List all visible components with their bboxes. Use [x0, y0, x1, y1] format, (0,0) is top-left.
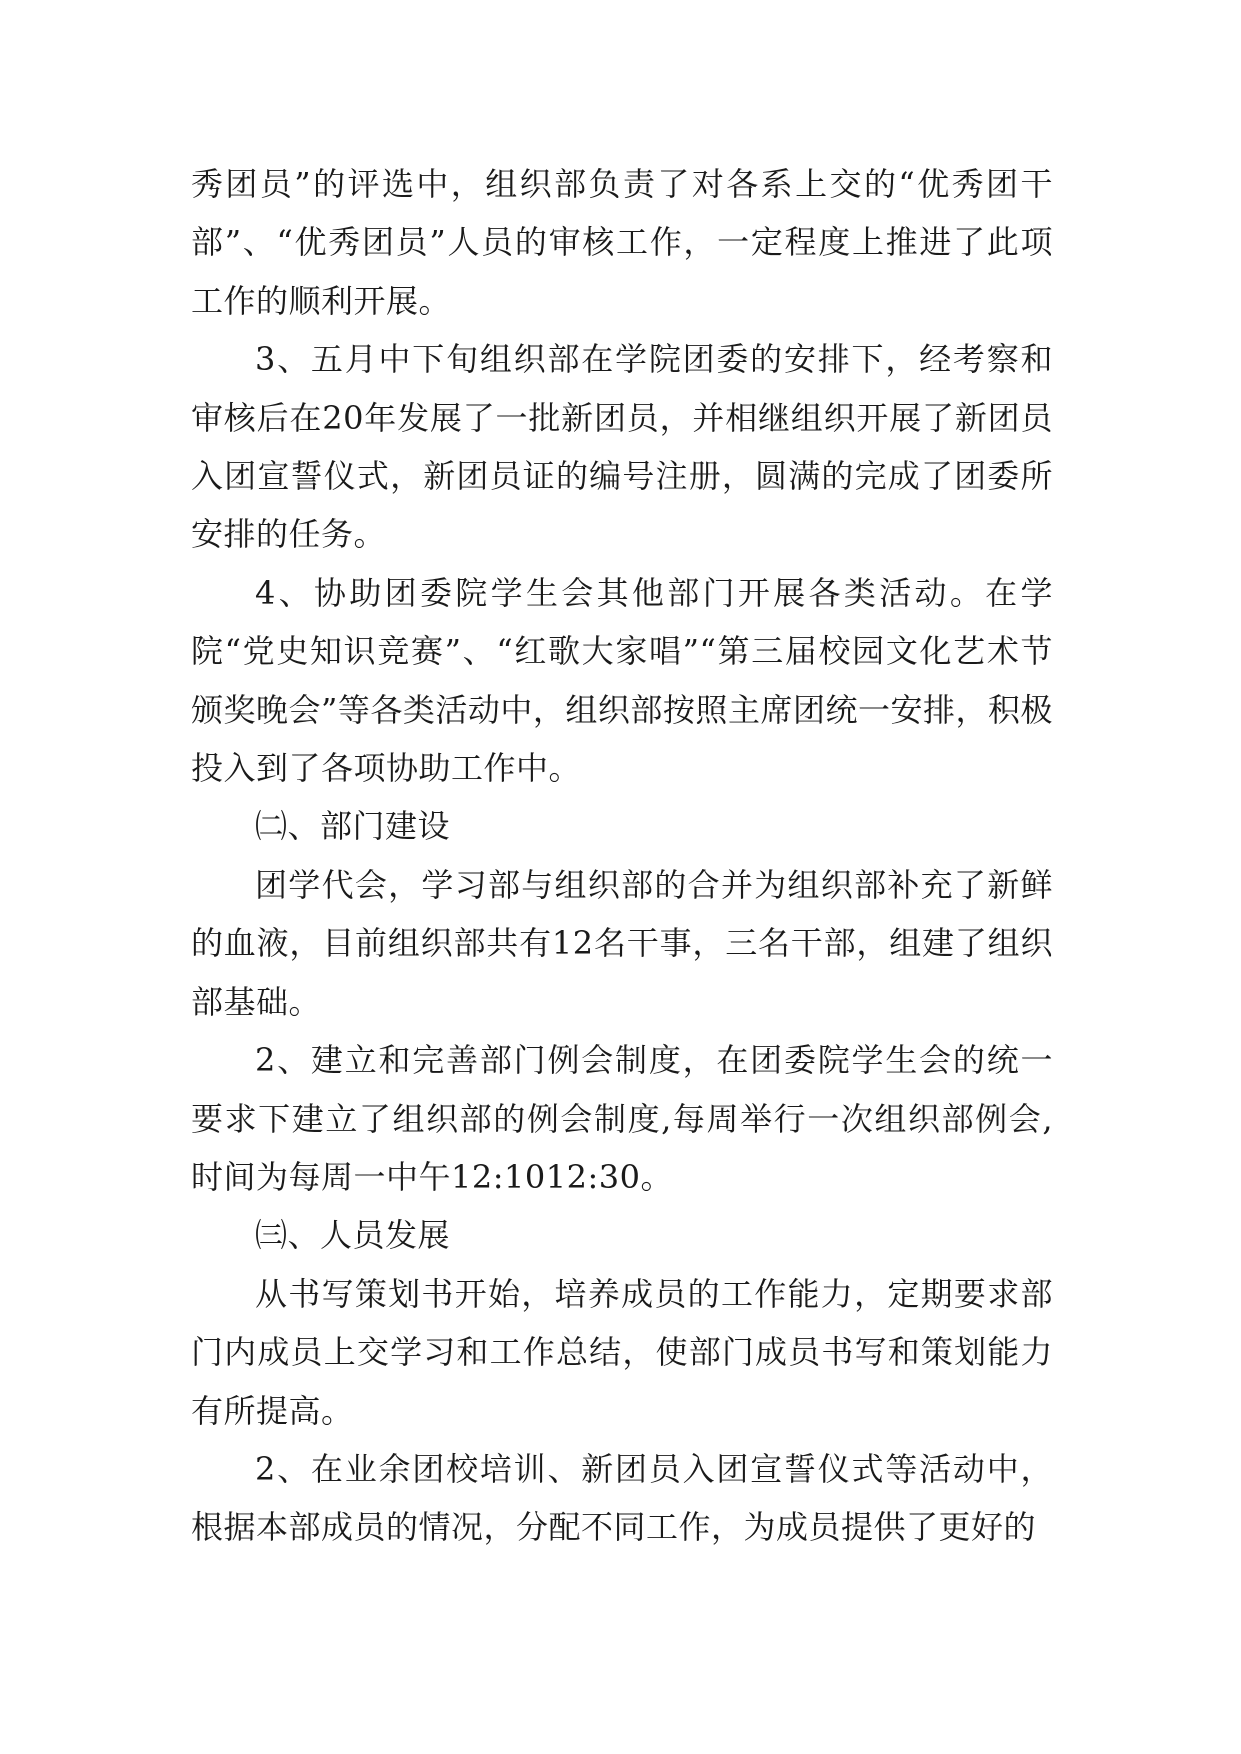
paragraph-1: 秀团员”的评选中，组织部负责了对各系上交的“优秀团干部”、“优秀团员”人员的审核工作，一定程度上推进了此项工作的顺利开展。	[191, 165, 1053, 320]
section-heading-personnel-development: ㈢、人员发展	[255, 1216, 451, 1255]
paragraph-2: 3、五月中下旬组织部在学院团委的安排下，经考察和审核后在20年发展了一批新团员，并相继组织开展了新团员入团宣誓仪式，新团员证的编号注册，圆满的完成了团委所安排的任务。	[191, 340, 1053, 554]
section-heading-department-building: ㈡、部门建设	[255, 807, 451, 846]
paragraph-8: 从书写策划书开始，培养成员的工作能力，定期要求部门内成员上交学习和工作总结，使部门成员书写和策划能力有所提高。	[191, 1274, 1053, 1430]
document-body	[191, 155, 1053, 1557]
paragraph-5: 团学代会，学习部与组织部的合并为组织部补充了新鲜的血液，目前组织部共有12名干事，三名干部，组建了组织部基础。	[191, 865, 1053, 1021]
paragraph-9: 2、在业余团校培训、新团员入团宣誓仪式等活动中，根据本部成员的情况，分配不同工作，为成员提供了更好的	[191, 1449, 1053, 1547]
paragraph-3: 4、协助团委院学生会其他部门开展各类活动。在学院“党史知识竞赛”、“红歌大家唱”“第三届校园文化艺术节颁奖晚会”等各类活动中，组织部按照主席团统一安排，积极投入到了各项协助工作中。	[191, 573, 1053, 788]
paragraph-6: 2、建立和完善部门例会制度，在团委院学生会的统一要求下建立了组织部的例会制度,每周举行一次组织部例会,时间为每周一中午12:1012:30。	[191, 1041, 1053, 1196]
